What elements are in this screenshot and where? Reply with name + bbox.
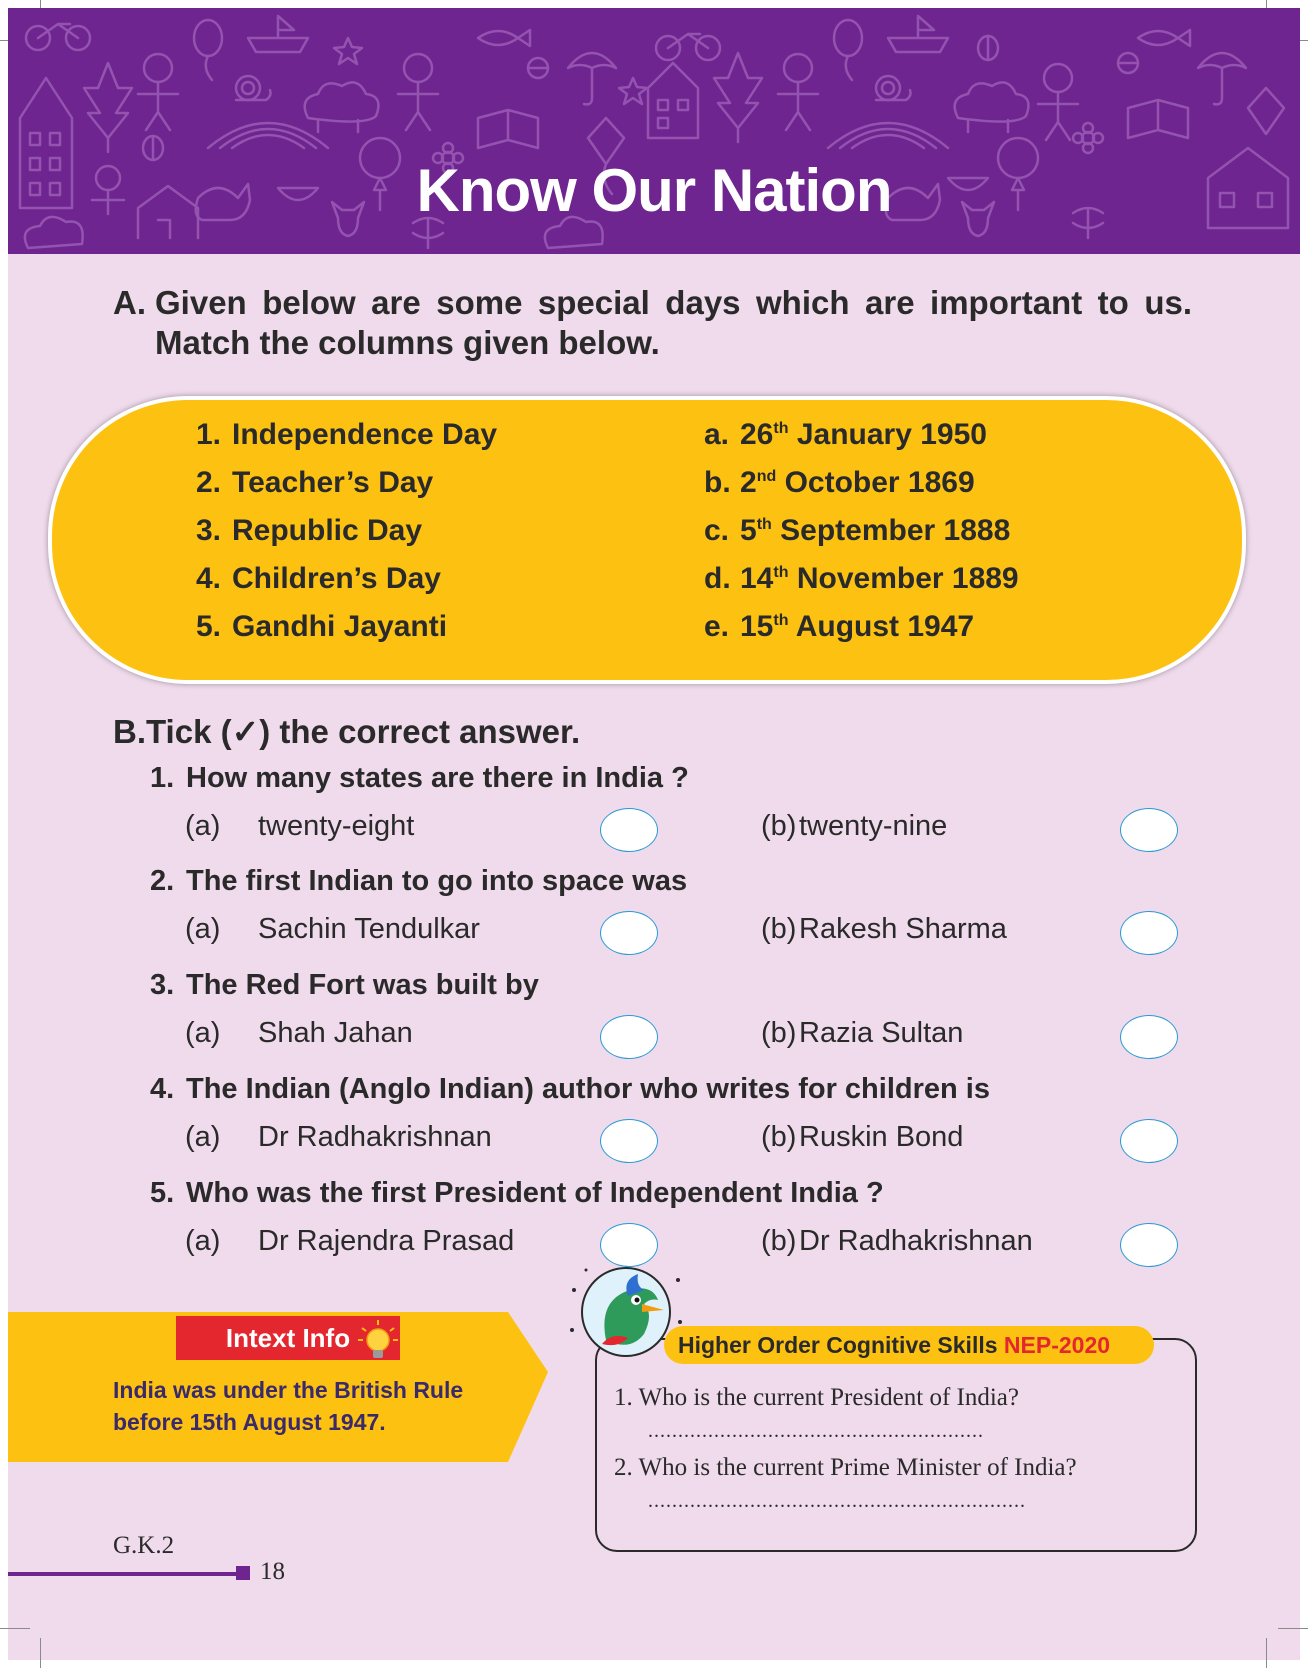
footer-rule xyxy=(8,1572,246,1576)
title-banner xyxy=(8,8,1300,254)
item-number: 3. xyxy=(196,514,222,547)
tick-oval-a[interactable] xyxy=(600,911,658,955)
crop-mark xyxy=(40,1638,41,1668)
section-a-instruction-line1: Given below are some special days which are important to us. xyxy=(155,284,1192,321)
question-number: 3. xyxy=(150,969,175,1001)
question xyxy=(150,865,687,898)
match-right-item xyxy=(704,562,1019,596)
book-code: G.K.2 xyxy=(113,1532,175,1559)
option-b-label: (b) xyxy=(761,913,797,945)
match-left-item xyxy=(196,514,422,548)
item-number: 5. xyxy=(196,610,222,643)
section-a-label: A. xyxy=(113,284,146,321)
match-right-item xyxy=(704,418,987,452)
footer-square xyxy=(236,1566,250,1580)
option-a-text: twenty-eight xyxy=(258,810,415,842)
question-text: The Red Fort was built by xyxy=(186,969,539,1001)
question-number: 4. xyxy=(150,1073,175,1105)
item-date-rest: September 1888 xyxy=(780,514,1011,547)
option-b-text: twenty-nine xyxy=(799,810,948,842)
option-b-label: (b) xyxy=(761,1225,797,1257)
page-number: 18 xyxy=(260,1558,285,1585)
hots-question-2: 2. Who is the current Prime Minister of India? xyxy=(614,1454,1077,1481)
option-a-label: (a) xyxy=(185,1225,221,1257)
tick-oval-b[interactable] xyxy=(1120,808,1178,852)
item-number: 1. xyxy=(196,418,222,451)
item-text: Children’s Day xyxy=(232,562,441,595)
section-a-instruction-line2: Match the columns given below. xyxy=(155,324,660,361)
item-date-rest: August 1947 xyxy=(795,610,975,643)
crop-mark xyxy=(1278,1628,1308,1629)
match-right-item xyxy=(704,466,975,500)
bird-mascot-icon xyxy=(566,1260,686,1370)
option-a-label: (a) xyxy=(185,1121,221,1153)
option-b-text: Rakesh Sharma xyxy=(799,913,1007,945)
intext-line-2: before 15th August 1947. xyxy=(113,1409,386,1435)
option-a-label: (a) xyxy=(185,1017,221,1049)
option-b-label: (b) xyxy=(761,810,797,842)
tick-oval-a[interactable] xyxy=(600,808,658,852)
item-day-suffix: th xyxy=(773,420,789,437)
question xyxy=(150,1073,990,1106)
tick-oval-b[interactable] xyxy=(1120,1015,1178,1059)
question xyxy=(150,1177,884,1210)
section-b-label: B. xyxy=(113,713,146,750)
item-text: Independence Day xyxy=(232,418,498,451)
item-letter: b. xyxy=(704,466,731,499)
hots-title-pill xyxy=(664,1326,1154,1364)
item-day: 26 xyxy=(740,418,774,451)
crop-mark xyxy=(1266,1638,1267,1668)
question-number: 5. xyxy=(150,1177,175,1209)
item-day: 5 xyxy=(740,514,757,547)
option-a-text: Dr Radhakrishnan xyxy=(258,1121,492,1153)
item-letter: e. xyxy=(704,610,730,643)
item-letter: a. xyxy=(704,418,730,451)
hots-question-1: 1. Who is the current President of India? xyxy=(614,1384,1019,1411)
crop-mark xyxy=(0,1628,30,1629)
tick-oval-b[interactable] xyxy=(1120,1119,1178,1163)
item-letter: d. xyxy=(704,562,731,595)
item-date-rest: November 1889 xyxy=(796,562,1019,595)
tick-oval-a[interactable] xyxy=(600,1015,658,1059)
question-number: 1. xyxy=(150,762,175,794)
option-a-text: Sachin Tendulkar xyxy=(258,913,480,945)
option-b-text: Razia Sultan xyxy=(799,1017,964,1049)
item-letter: c. xyxy=(704,514,730,547)
item-day-suffix: th xyxy=(756,516,772,533)
answer-line-1[interactable]: ........................................................ xyxy=(648,1420,984,1442)
item-text: Gandhi Jayanti xyxy=(232,610,448,643)
option-a-label: (a) xyxy=(185,810,221,842)
item-day-suffix: th xyxy=(773,612,789,629)
intext-info-text xyxy=(113,1374,463,1438)
option-b-label: (b) xyxy=(761,1017,797,1049)
question-text: The first Indian to go into space was xyxy=(186,865,688,897)
item-date-rest: January 1950 xyxy=(796,418,987,451)
option-a-text: Dr Rajendra Prasad xyxy=(258,1225,515,1257)
item-text: Republic Day xyxy=(232,514,423,547)
question xyxy=(150,762,689,795)
item-number: 4. xyxy=(196,562,222,595)
item-day-suffix: nd xyxy=(756,468,777,485)
section-b-heading xyxy=(113,712,580,751)
match-left-item xyxy=(196,418,497,452)
hots-title: Higher Order Cognitive Skills xyxy=(678,1332,998,1358)
item-date-rest: October 1869 xyxy=(784,466,975,499)
tick-oval-b[interactable] xyxy=(1120,1223,1178,1267)
item-text: Teacher’s Day xyxy=(232,466,434,499)
hots-box xyxy=(595,1338,1197,1552)
question-text: The Indian (Anglo Indian) author who writes for children is xyxy=(186,1073,990,1105)
page-title: Know Our Nation xyxy=(416,157,892,224)
item-day-suffix: th xyxy=(773,564,789,581)
nep-tag: NEP-2020 xyxy=(1003,1332,1111,1358)
answer-line-2[interactable]: ............................................................... xyxy=(648,1490,1026,1512)
item-number: 2. xyxy=(196,466,222,499)
option-a-text: Shah Jahan xyxy=(258,1017,413,1049)
match-left-item xyxy=(196,466,433,500)
tick-oval-a[interactable] xyxy=(600,1119,658,1163)
intext-line-1: India was under the British Rule xyxy=(113,1377,464,1403)
item-day: 14 xyxy=(740,562,774,595)
tick-oval-b[interactable] xyxy=(1120,911,1178,955)
section-b-heading-text: Tick (✓) the correct answer. xyxy=(146,713,581,750)
option-b-label: (b) xyxy=(761,1121,797,1153)
option-b-text: Dr Radhakrishnan xyxy=(799,1225,1033,1257)
option-b-text: Ruskin Bond xyxy=(799,1121,964,1153)
item-day: 2 xyxy=(740,466,757,499)
match-right-item xyxy=(704,610,974,644)
question xyxy=(150,969,539,1002)
intext-info-label: Intext Info xyxy=(176,1316,400,1360)
option-a-label: (a) xyxy=(185,913,221,945)
question-number: 2. xyxy=(150,865,175,897)
question-text: How many states are there in India ? xyxy=(186,762,689,794)
item-day: 15 xyxy=(740,610,774,643)
lightbulb-icon xyxy=(356,1318,400,1362)
question-text: Who was the first President of Independent India ? xyxy=(186,1177,884,1209)
match-left-item xyxy=(196,610,447,644)
match-left-item xyxy=(196,562,441,596)
match-right-item xyxy=(704,514,1010,548)
